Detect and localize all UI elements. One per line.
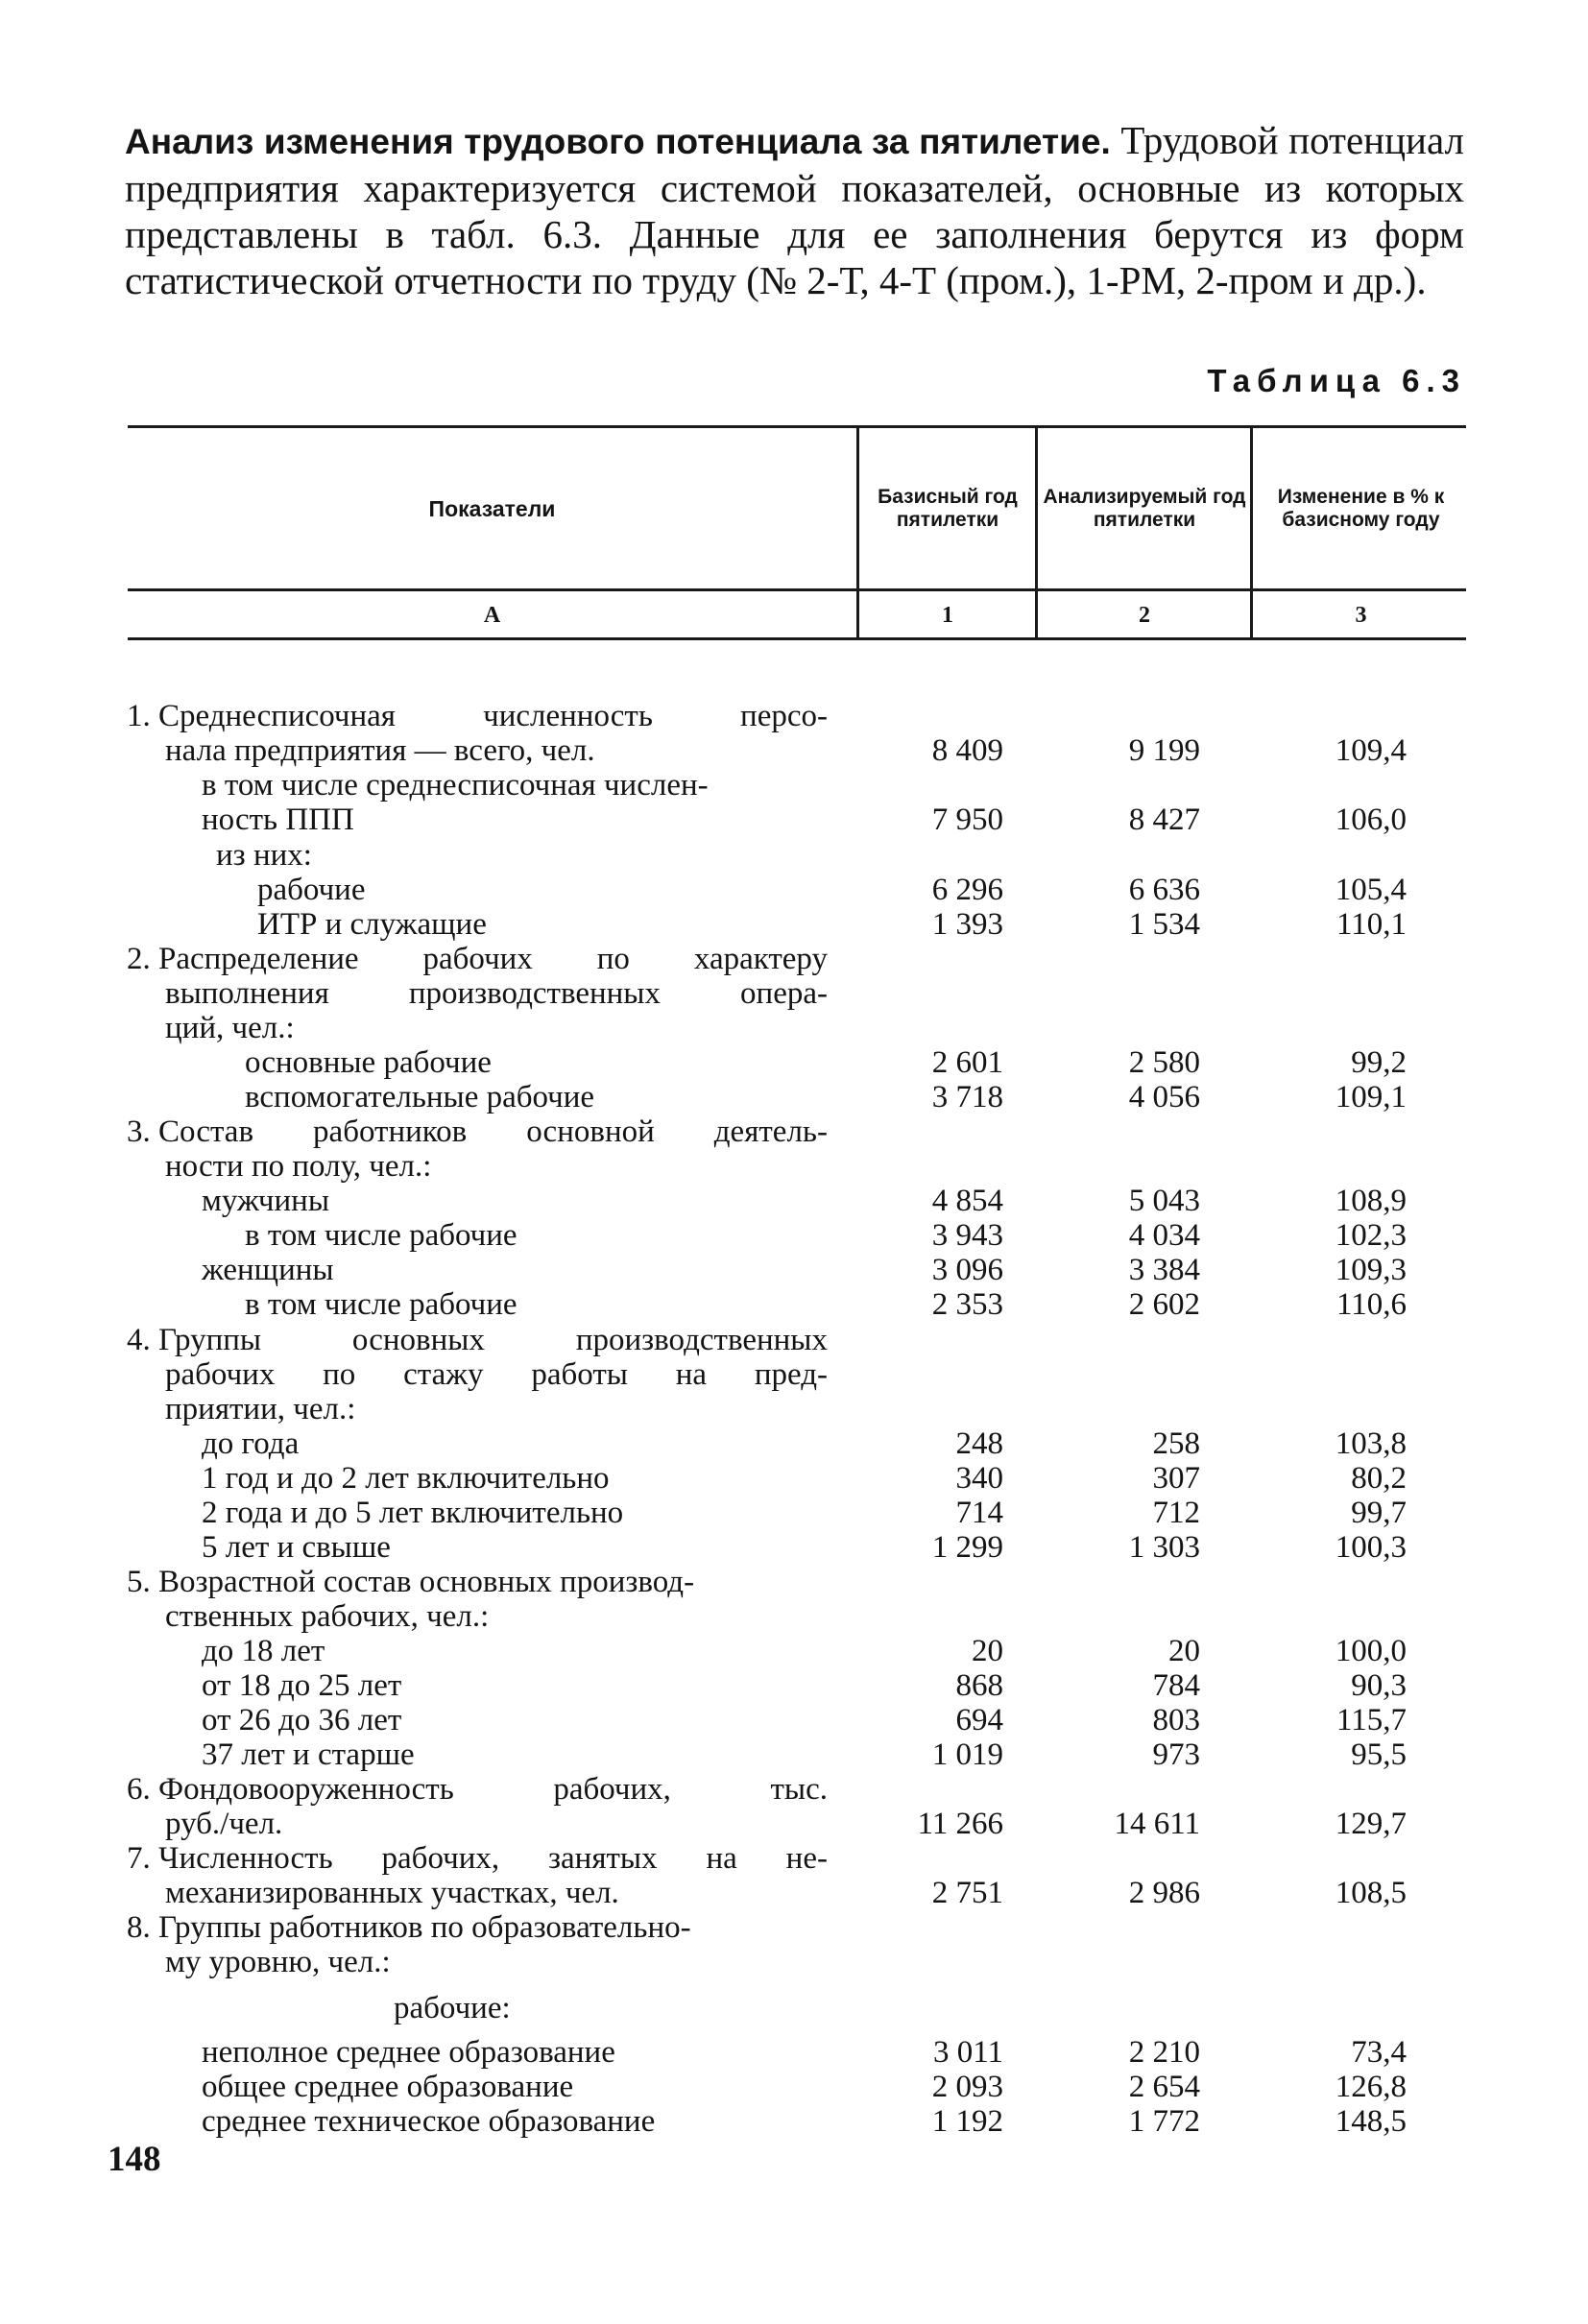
table-row bbox=[0, 1149, 1588, 1184]
row-change-value: 95,5 bbox=[1351, 1737, 1407, 1772]
row-base-year-value: 340 bbox=[955, 1461, 1003, 1496]
row-label: 5. Возрастной состав основных производ- bbox=[127, 1565, 695, 1599]
row-change-value: 90,3 bbox=[1351, 1668, 1407, 1703]
row-base-year-value: 694 bbox=[955, 1703, 1003, 1737]
row-label: из них: bbox=[216, 838, 312, 873]
row-change-value: 115,7 bbox=[1335, 1703, 1407, 1737]
row-change-value: 100,3 bbox=[1335, 1530, 1407, 1565]
row-analyzed-year-value: 1 772 bbox=[1128, 2104, 1200, 2139]
table-numbering-rule bbox=[128, 637, 1466, 640]
row-label: общее среднее образование bbox=[202, 2070, 574, 2104]
row-analyzed-year-value: 9 199 bbox=[1128, 733, 1200, 768]
row-base-year-value: 3 011 bbox=[932, 2035, 1003, 2070]
row-label-word: рабочих, bbox=[553, 1772, 671, 1807]
row-analyzed-year-value: 307 bbox=[1152, 1461, 1200, 1496]
table-row bbox=[0, 1530, 1588, 1565]
row-analyzed-year-value: 20 bbox=[1168, 1634, 1200, 1668]
row-label-word: работы bbox=[531, 1357, 628, 1392]
table-row bbox=[0, 1184, 1588, 1218]
row-label bbox=[127, 1114, 828, 1149]
row-label-word: по bbox=[596, 942, 630, 976]
intro-lead: Анализ изменения трудового потенциала за пятилетие. bbox=[125, 122, 1111, 161]
row-change-value: 103,8 bbox=[1335, 1426, 1407, 1461]
row-label-word: по bbox=[323, 1357, 356, 1392]
header-analyzed-year: Анализируемый год пятилетки bbox=[1043, 486, 1246, 531]
table-row bbox=[0, 1392, 1588, 1426]
row-label: ций, чел.: bbox=[165, 1011, 295, 1045]
table-row bbox=[0, 2070, 1588, 2104]
row-analyzed-year-value: 973 bbox=[1152, 1737, 1200, 1772]
row-label: 37 лет и старше bbox=[202, 1737, 415, 1772]
table-caption: Таблица 6.3 bbox=[1207, 363, 1466, 398]
row-label: до 18 лет bbox=[202, 1634, 325, 1668]
row-label: руб./чел. bbox=[165, 1807, 283, 1841]
row-base-year-value: 1 393 bbox=[931, 907, 1003, 942]
row-change-value: 126,8 bbox=[1335, 2070, 1407, 2104]
row-label: женщины bbox=[202, 1253, 334, 1287]
table-row bbox=[0, 873, 1588, 907]
row-change-value: 129,7 bbox=[1335, 1807, 1407, 1841]
row-label-word: производственных bbox=[575, 1323, 828, 1357]
row-base-year-value: 11 266 bbox=[917, 1807, 1003, 1841]
row-label: нала предприятия — всего, чел. bbox=[165, 733, 595, 768]
row-label: механизированных участках, чел. bbox=[165, 1876, 619, 1910]
table-row bbox=[0, 838, 1588, 873]
row-label-word: основных bbox=[351, 1323, 485, 1357]
row-analyzed-year-value: 1 303 bbox=[1128, 1530, 1200, 1565]
row-analyzed-year-value: 2 580 bbox=[1128, 1045, 1200, 1080]
row-label bbox=[127, 1772, 828, 1807]
row-label: основные рабочие bbox=[245, 1045, 492, 1080]
table-row bbox=[0, 733, 1588, 768]
row-label-word: основной bbox=[526, 1114, 655, 1149]
row-label-word: деятель- bbox=[713, 1114, 828, 1149]
row-label: среднее техническое образование bbox=[202, 2104, 656, 2139]
table-row bbox=[0, 1599, 1588, 1634]
table-row bbox=[0, 2104, 1588, 2139]
table-row bbox=[0, 1323, 1588, 1357]
row-analyzed-year-value: 5 043 bbox=[1128, 1184, 1200, 1218]
row-label-word: характеру bbox=[693, 942, 828, 976]
header-number-3: 3 bbox=[1355, 603, 1367, 628]
row-label: мужчины bbox=[202, 1184, 330, 1218]
row-analyzed-year-value: 6 636 bbox=[1128, 873, 1200, 907]
row-label-word: 4. Группы bbox=[127, 1323, 262, 1357]
row-base-year-value: 2 751 bbox=[931, 1876, 1003, 1910]
row-label: вспомогательные рабочие bbox=[245, 1080, 595, 1114]
row-label bbox=[127, 699, 828, 733]
row-label: 1 год и до 2 лет включительно bbox=[202, 1461, 610, 1496]
table-top-rule bbox=[128, 425, 1466, 428]
row-label: 2 года и до 5 лет включительно bbox=[202, 1496, 624, 1530]
row-change-value: 148,5 bbox=[1335, 2104, 1407, 2139]
row-change-value: 108,5 bbox=[1335, 1876, 1407, 1910]
header-number-2: 2 bbox=[1139, 603, 1150, 628]
row-base-year-value: 714 bbox=[955, 1496, 1003, 1530]
row-label: 8. Группы работников по образовательно- bbox=[127, 1910, 691, 1945]
row-base-year-value: 1 019 bbox=[931, 1737, 1003, 1772]
row-label-word: персо- bbox=[740, 699, 828, 733]
row-label-word: 7. Численность bbox=[127, 1841, 333, 1876]
table-row bbox=[0, 976, 1588, 1011]
row-label-word: на bbox=[706, 1841, 737, 1876]
row-change-value: 73,4 bbox=[1351, 2035, 1407, 2070]
row-label-word: занятых bbox=[547, 1841, 658, 1876]
row-change-value: 110,6 bbox=[1335, 1287, 1407, 1322]
table-header-rule bbox=[128, 588, 1466, 591]
intro-paragraph bbox=[125, 117, 1464, 303]
row-change-value: 106,0 bbox=[1335, 803, 1407, 837]
column-divider-2 bbox=[1035, 427, 1038, 638]
header-base-year: Базисный год пятилетки bbox=[878, 486, 1018, 531]
table-row bbox=[0, 1080, 1588, 1114]
row-label: от 26 до 36 лет bbox=[202, 1703, 402, 1737]
table-row bbox=[0, 1565, 1588, 1599]
row-label-word: 6. Фондовооруженность bbox=[127, 1772, 454, 1807]
row-label: приятии, чел.: bbox=[165, 1392, 356, 1426]
table-row bbox=[0, 1991, 1588, 2025]
row-label-word: 3. Состав bbox=[127, 1114, 254, 1149]
row-base-year-value: 1 299 bbox=[931, 1530, 1003, 1565]
row-analyzed-year-value: 4 034 bbox=[1128, 1218, 1200, 1253]
row-change-value: 99,2 bbox=[1351, 1045, 1407, 1080]
row-base-year-value: 248 bbox=[955, 1426, 1003, 1461]
row-label bbox=[127, 1841, 828, 1876]
row-label-word: работников bbox=[313, 1114, 468, 1149]
row-base-year-value: 2 093 bbox=[931, 2070, 1003, 2104]
row-base-year-value: 4 854 bbox=[931, 1184, 1003, 1218]
row-analyzed-year-value: 4 056 bbox=[1128, 1080, 1200, 1114]
column-divider-1 bbox=[856, 427, 859, 638]
table-row bbox=[0, 1426, 1588, 1461]
row-label: ности по полу, чел.: bbox=[165, 1149, 432, 1184]
row-base-year-value: 868 bbox=[955, 1668, 1003, 1703]
row-label bbox=[127, 1323, 828, 1357]
table-row bbox=[0, 1218, 1588, 1253]
table-row bbox=[0, 699, 1588, 733]
row-change-value: 102,3 bbox=[1335, 1218, 1407, 1253]
row-change-value: 100,0 bbox=[1335, 1634, 1407, 1668]
row-label-word: 1. Среднесписочная bbox=[127, 699, 396, 733]
header-change-percent: Изменение в % к базисному году bbox=[1277, 486, 1445, 531]
row-label: 5 лет и свыше bbox=[202, 1530, 391, 1565]
row-label bbox=[165, 976, 828, 1011]
row-base-year-value: 20 bbox=[972, 1634, 1003, 1668]
row-label-word: не- bbox=[785, 1841, 828, 1876]
row-change-value: 108,9 bbox=[1335, 1184, 1407, 1218]
table-row bbox=[0, 1253, 1588, 1287]
row-label-word: на bbox=[675, 1357, 708, 1392]
row-base-year-value: 8 409 bbox=[931, 733, 1003, 768]
row-label-word: тыс. bbox=[770, 1772, 828, 1807]
row-label-word: рабочих, bbox=[381, 1841, 500, 1876]
row-analyzed-year-value: 2 986 bbox=[1128, 1876, 1200, 1910]
row-change-value: 80,2 bbox=[1351, 1461, 1407, 1496]
row-label: ИТР и служащие bbox=[257, 907, 487, 942]
row-label-word: рабочих bbox=[165, 1357, 276, 1392]
row-label-word: производственных bbox=[408, 976, 661, 1011]
row-change-value: 110,1 bbox=[1335, 907, 1407, 942]
table-row bbox=[0, 1461, 1588, 1496]
row-analyzed-year-value: 8 427 bbox=[1128, 803, 1200, 837]
table-row bbox=[0, 1287, 1588, 1322]
table-row bbox=[0, 1668, 1588, 1703]
table-row bbox=[0, 1945, 1588, 1979]
row-label-word: рабочих bbox=[422, 942, 533, 976]
row-change-value: 109,3 bbox=[1335, 1253, 1407, 1287]
row-label bbox=[127, 942, 828, 976]
row-label bbox=[165, 1357, 828, 1392]
row-analyzed-year-value: 3 384 bbox=[1128, 1253, 1200, 1287]
row-analyzed-year-value: 2 602 bbox=[1128, 1287, 1200, 1322]
intro-text: Трудовой потенциал предприятия характеризуется системой показателей, основные из которых представлены в табл. 6.3. Данные для ее заполнения берутся из форм статистической отчетности по труду (№ 2-Т, 4-Т (пром.), 1-РМ, 2-пром и др.). bbox=[125, 118, 1464, 302]
page-number: 148 bbox=[108, 2140, 161, 2179]
table-row bbox=[0, 1496, 1588, 1530]
table-row bbox=[0, 803, 1588, 837]
row-label: в том числе среднесписочная числен- bbox=[202, 768, 709, 803]
table-row bbox=[0, 1841, 1588, 1876]
table-row bbox=[0, 1634, 1588, 1668]
row-label-word: опера- bbox=[740, 976, 828, 1011]
row-label: му уровню, чел.: bbox=[165, 1945, 391, 1979]
table-row bbox=[0, 1910, 1588, 1945]
row-label-word: пред- bbox=[754, 1357, 828, 1392]
table-row bbox=[0, 2035, 1588, 2070]
row-label: рабочие bbox=[257, 873, 366, 907]
row-label-word: численность bbox=[483, 699, 653, 733]
row-label: ственных рабочих, чел.: bbox=[165, 1599, 490, 1634]
table-row bbox=[0, 1737, 1588, 1772]
row-base-year-value: 3 943 bbox=[931, 1218, 1003, 1253]
row-analyzed-year-value: 14 611 bbox=[1114, 1807, 1200, 1841]
table-row bbox=[0, 1807, 1588, 1841]
table-row bbox=[0, 1357, 1588, 1392]
table-row bbox=[0, 768, 1588, 803]
header-indicators: Показатели bbox=[428, 496, 556, 521]
row-label: от 18 до 25 лет bbox=[202, 1668, 402, 1703]
row-change-value: 109,1 bbox=[1335, 1080, 1407, 1114]
row-change-value: 109,4 bbox=[1335, 733, 1407, 768]
row-base-year-value: 1 192 bbox=[931, 2104, 1003, 2139]
row-analyzed-year-value: 2 210 bbox=[1128, 2035, 1200, 2070]
header-number-a: А bbox=[483, 603, 501, 628]
row-base-year-value: 2 353 bbox=[931, 1287, 1003, 1322]
row-base-year-value: 6 296 bbox=[931, 873, 1003, 907]
row-analyzed-year-value: 712 bbox=[1152, 1496, 1200, 1530]
table-row bbox=[0, 1876, 1588, 1910]
row-base-year-value: 7 950 bbox=[931, 803, 1003, 837]
header-number-1: 1 bbox=[942, 603, 953, 628]
row-label-word: выполнения bbox=[165, 976, 329, 1011]
row-change-value: 99,7 bbox=[1351, 1496, 1407, 1530]
row-analyzed-year-value: 784 bbox=[1152, 1668, 1200, 1703]
row-change-value: 105,4 bbox=[1335, 873, 1407, 907]
table-row bbox=[0, 1011, 1588, 1045]
row-label: до года bbox=[202, 1426, 300, 1461]
table-row bbox=[0, 907, 1588, 942]
row-analyzed-year-value: 1 534 bbox=[1128, 907, 1200, 942]
table-row bbox=[0, 1114, 1588, 1149]
row-analyzed-year-value: 2 654 bbox=[1128, 2070, 1200, 2104]
row-label-word: стажу bbox=[403, 1357, 484, 1392]
row-base-year-value: 3 718 bbox=[931, 1080, 1003, 1114]
row-label: в том числе рабочие bbox=[245, 1218, 517, 1253]
row-analyzed-year-value: 258 bbox=[1152, 1426, 1200, 1461]
row-base-year-value: 3 096 bbox=[931, 1253, 1003, 1287]
row-label: в том числе рабочие bbox=[245, 1287, 517, 1322]
table-row bbox=[0, 1045, 1588, 1080]
table-row bbox=[0, 1772, 1588, 1807]
row-label: неполное среднее образование bbox=[202, 2035, 615, 2070]
table-row bbox=[0, 1703, 1588, 1737]
row-base-year-value: 2 601 bbox=[931, 1045, 1003, 1080]
row-label-word: 2. Распределение bbox=[127, 942, 359, 976]
row-label: ность ППП bbox=[202, 803, 354, 837]
table-row bbox=[0, 942, 1588, 976]
column-divider-3 bbox=[1250, 427, 1253, 638]
row-analyzed-year-value: 803 bbox=[1152, 1703, 1200, 1737]
row-label: рабочие: bbox=[394, 1991, 511, 2025]
